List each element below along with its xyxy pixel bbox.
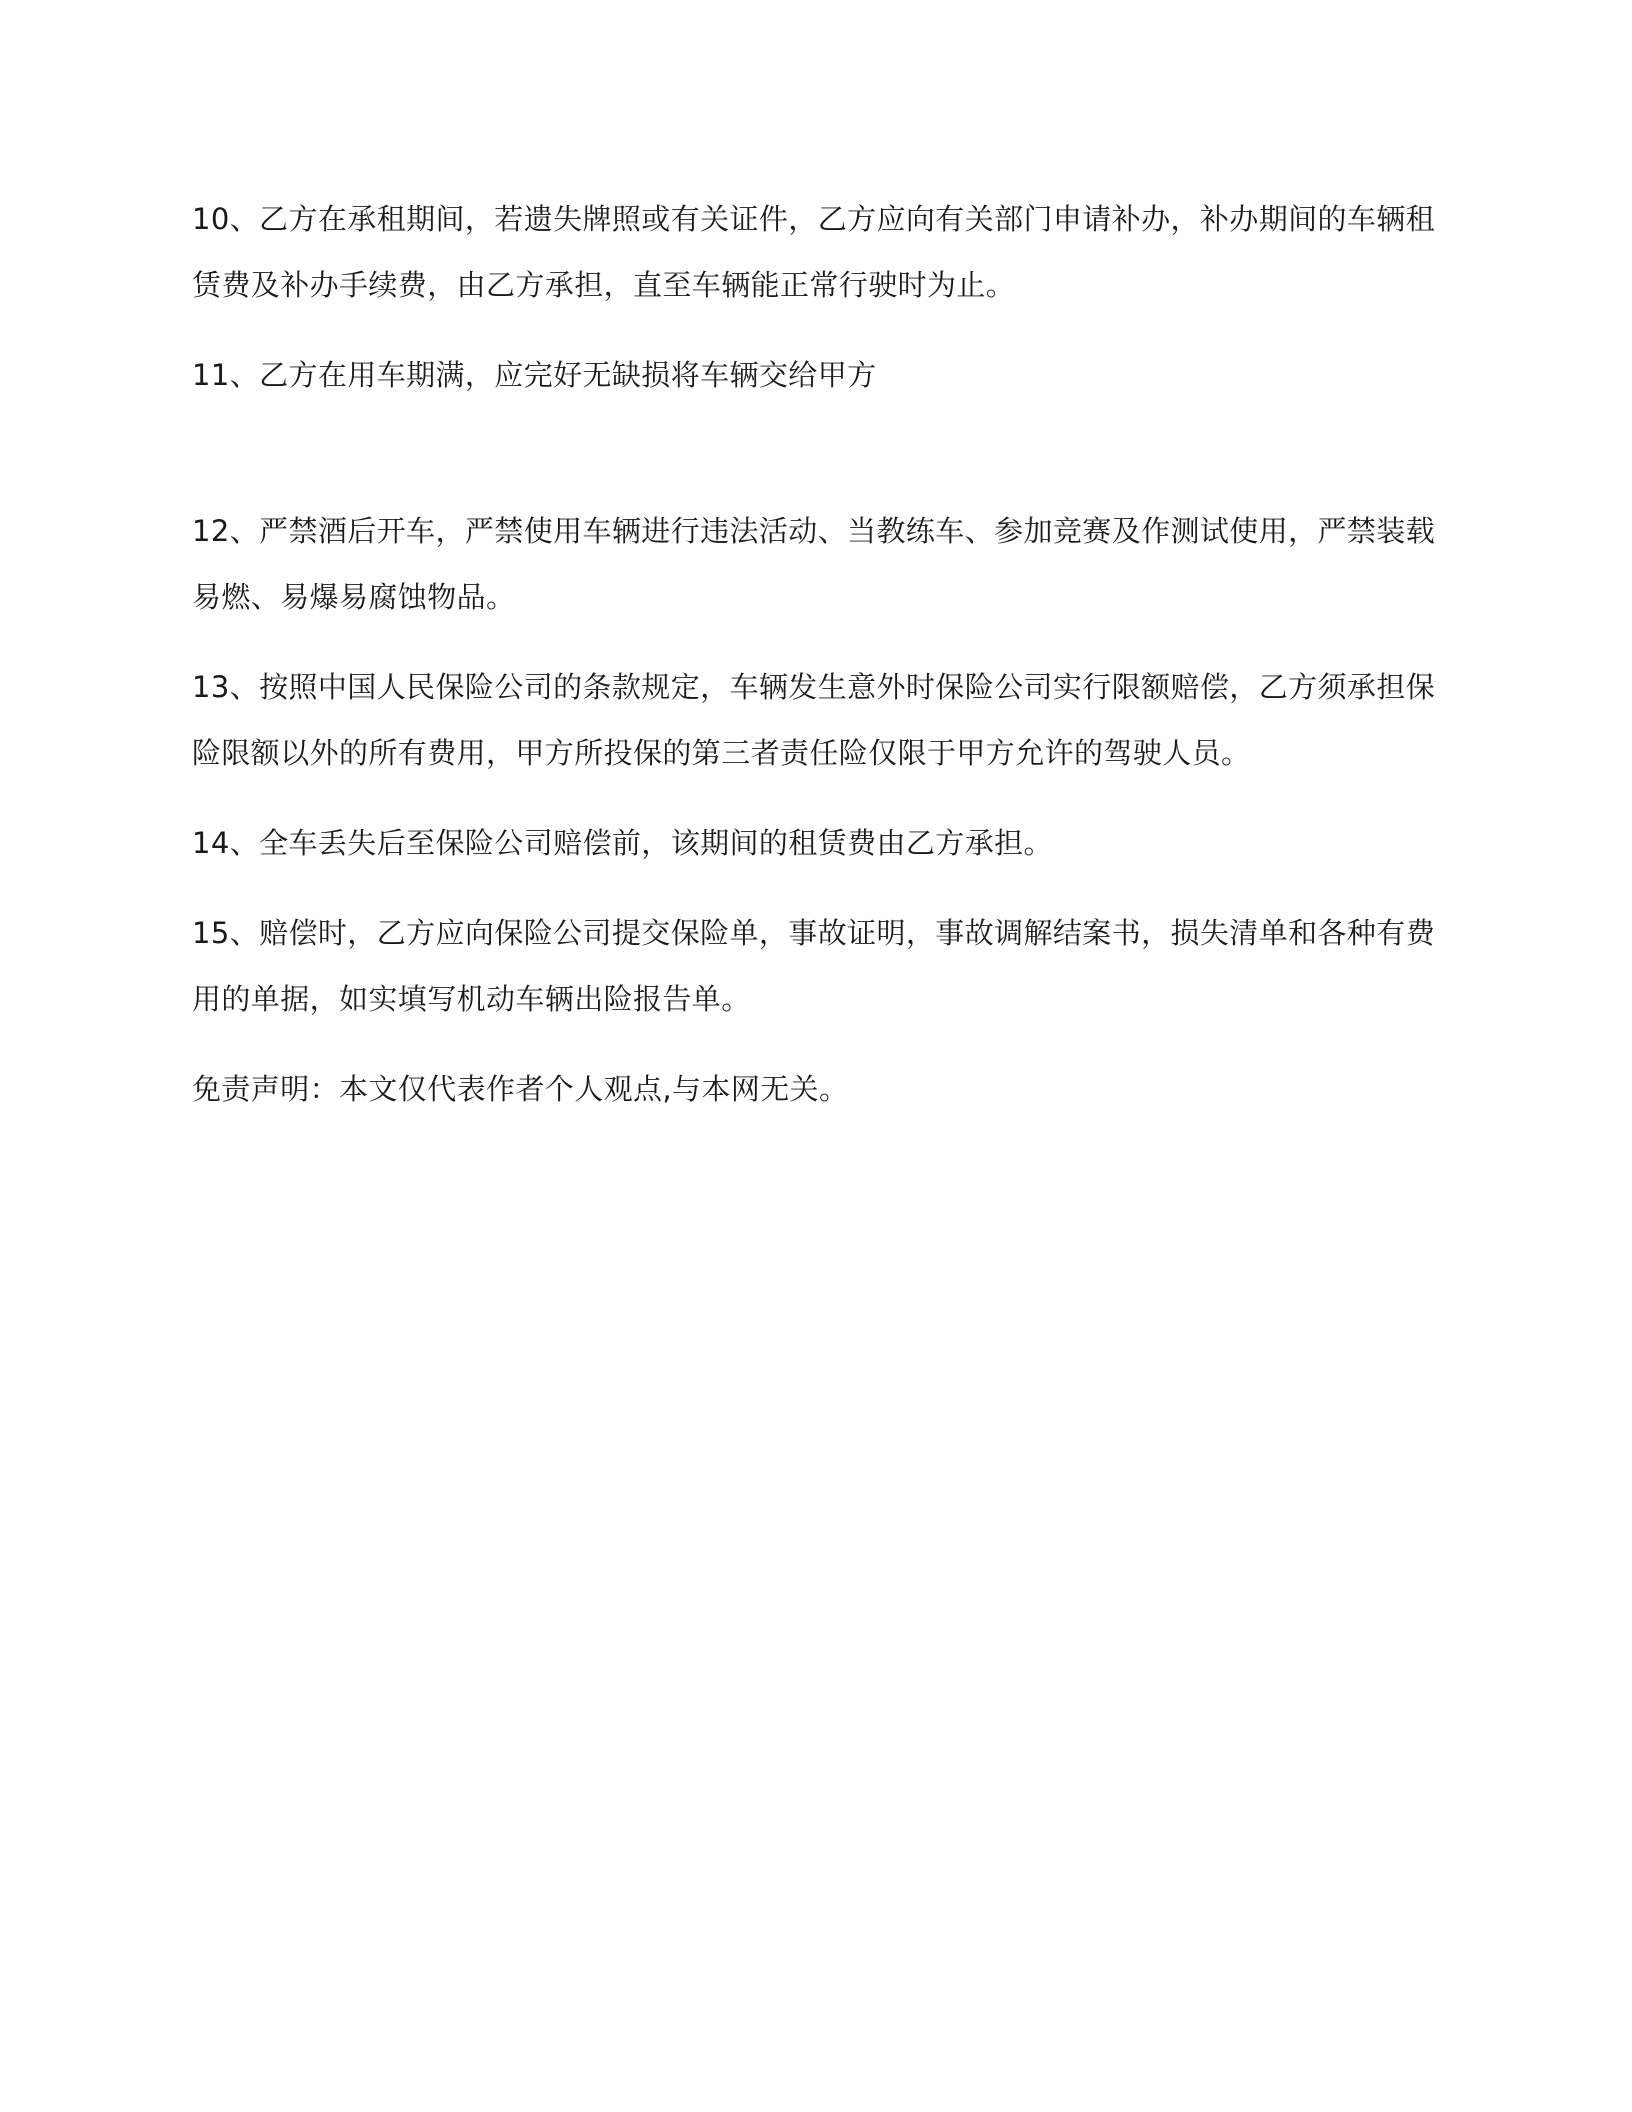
clause-10: 10、乙方在承租期间，若遗失牌照或有关证件，乙方应向有关部门申请补办，补办期间的车辆租赁费及补办手续费，由乙方承担，直至车辆能正常行驶时为止。 — [192, 202, 1436, 302]
clause-12: 12、严禁酒后开车，严禁使用车辆进行违法活动、当教练车、参加竞赛及作测试使用，严禁装载易燃、易爆易腐蚀物品。 — [192, 514, 1436, 614]
clause-11: 11、乙方在用车期满，应完好无缺损将车辆交给甲方 — [192, 358, 877, 392]
document-body — [192, 186, 1442, 1146]
clause-15: 15、赔偿时，乙方应向保险公司提交保险单，事故证明，事故调解结案书，损失清单和各种有费用的单据，如实填写机动车辆出险报告单。 — [192, 916, 1436, 1016]
clause-13: 13、按照中国人民保险公司的条款规定，车辆发生意外时保险公司实行限额赔偿，乙方须承担保险限额以外的所有费用，甲方所投保的第三者责任险仅限于甲方允许的驾驶人员。 — [192, 670, 1436, 770]
clause-14: 14、全车丢失后至保险公司赔偿前，该期间的租赁费由乙方承担。 — [192, 826, 1053, 860]
disclaimer: 免责声明：本文仅代表作者个人观点,与本网无关。 — [192, 1072, 849, 1106]
